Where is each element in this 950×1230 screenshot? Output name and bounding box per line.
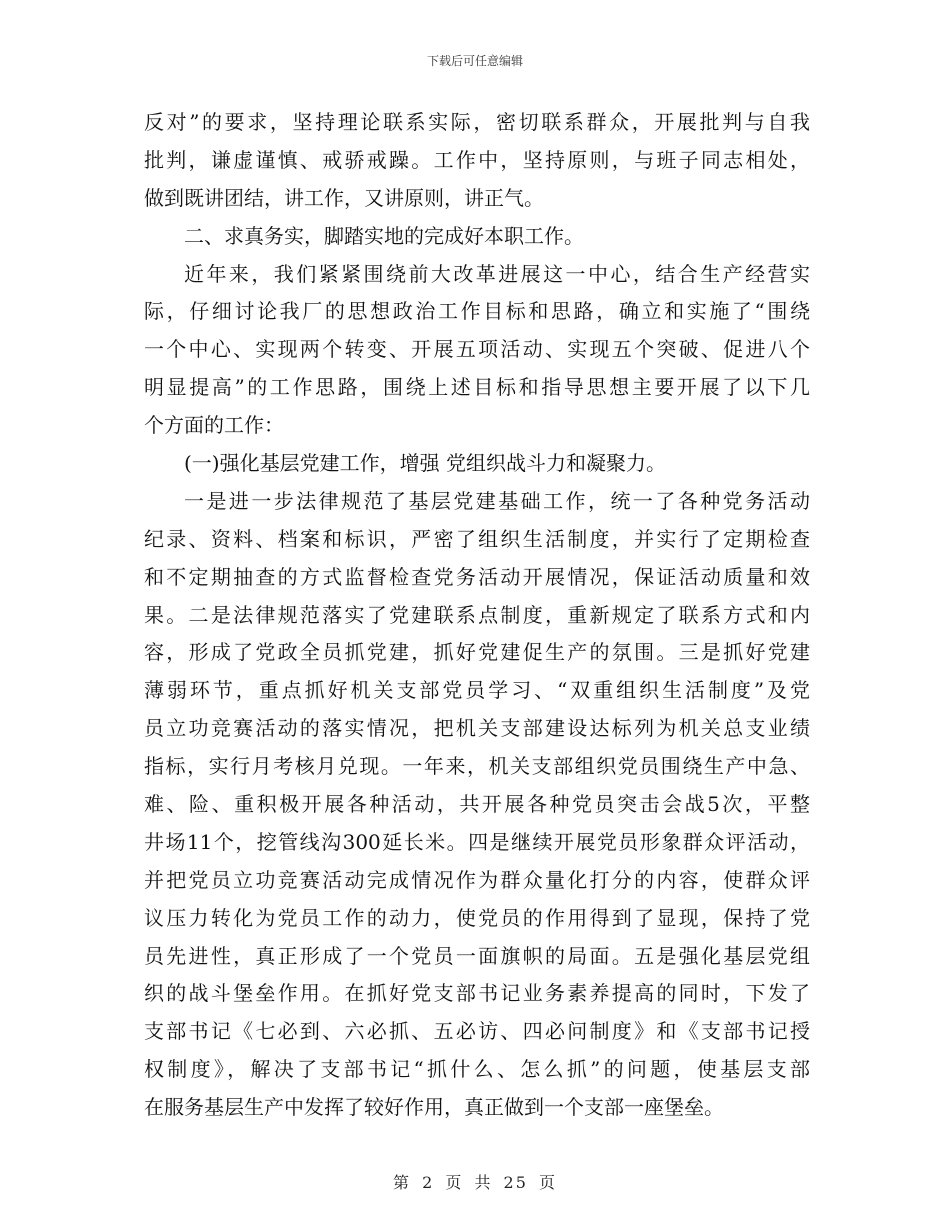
- text-line: 议压力转化为党员工作的动力，使党员的作用得到了显现，保持了党: [144, 905, 810, 930]
- text-line: 果。二是法律规范落实了党建联系点制度，重新规定了联系方式和内: [144, 602, 810, 627]
- page-number: 第 2 页 共 25 页: [393, 1173, 557, 1192]
- text-line: 个方面的工作：: [144, 413, 284, 438]
- text-line: 并把党员立功竞赛活动完成情况作为群众量化打分的内容，使群众评: [144, 867, 810, 892]
- subsection-heading: (一)强化基层党建工作，增强 党组织战斗力和凝聚力。: [184, 451, 666, 476]
- section-heading: 二、求真务实，脚踏实地的完成好本职工作。: [184, 223, 584, 248]
- text-line: 织的战斗堡垒作用。在抓好党支部书记业务素养提高的同时，下发了: [144, 981, 810, 1006]
- text-line: 批判，谦虚谨慎、戒骄戒躁。工作中，坚持原则，与班子同志相处，: [144, 147, 810, 172]
- text-line: 员立功竞赛活动的落实情况，把机关支部建设达标列为机关总支业绩: [144, 716, 810, 741]
- page-header: 下载后可任意编辑: [426, 54, 523, 68]
- text-line: 薄弱环节，重点抓好机关支部党员学习、“双重组织生活制度”及党: [144, 678, 810, 703]
- text-line: 员先进性，真正形成了一个党员一面旗帜的局面。五是强化基层党组: [144, 943, 810, 968]
- text-line: 近年来，我们紧紧围绕前大改革进展这一中心，结合生产经营实: [184, 261, 810, 286]
- text-line: 和不定期抽查的方式监督检查党务活动开展情况，保证活动质量和效: [144, 564, 810, 589]
- text-line: 指标，实行月考核月兑现。一年来，机关支部组织党员围绕生产中急、: [144, 754, 810, 779]
- text-line: 一个中心、实现两个转变、开展五项活动、实现五个突破、促进八个: [144, 337, 810, 362]
- text-line: 际，仔细讨论我厂的思想政治工作目标和思路，确立和实施了“围绕: [144, 299, 810, 324]
- text-line: 难、险、重积极开展各种活动，共开展各种党员突击会战5次，平整: [144, 792, 810, 817]
- text-line: 权制度》，解决了支部书记“抓什么、怎么抓”的问题，使基层支部: [144, 1057, 810, 1082]
- text-line: 井场11个，挖管线沟300延长米。四是继续开展党员形象群众评活动，: [144, 829, 810, 854]
- text-line: 反对”的要求，坚持理论联系实际，密切联系群众，开展批判与自我: [144, 110, 810, 134]
- text-line: 做到既讲团结，讲工作，又讲原则，讲正气。: [144, 185, 544, 210]
- text-line: 容，形成了党政全员抓党建，抓好党建促生产的氛围。三是抓好党建: [144, 640, 810, 665]
- text-line: 纪录、资料、档案和标识，严密了组织生活制度，并实行了定期检查: [144, 526, 810, 551]
- text-line: 在服务基层生产中发挥了较好作用，真正做到一个支部一座堡垒。: [144, 1095, 724, 1120]
- text-line: 支部书记《七必到、六必抓、五必访、四必问制度》和《支部书记授: [144, 1019, 810, 1044]
- text-line: 一是进一步法律规范了基层党建基础工作，统一了各种党务活动: [184, 488, 810, 513]
- text-line: 明显提高”的工作思路，围绕上述目标和指导思想主要开展了以下几: [144, 375, 810, 400]
- document-body: [144, 104, 810, 1127]
